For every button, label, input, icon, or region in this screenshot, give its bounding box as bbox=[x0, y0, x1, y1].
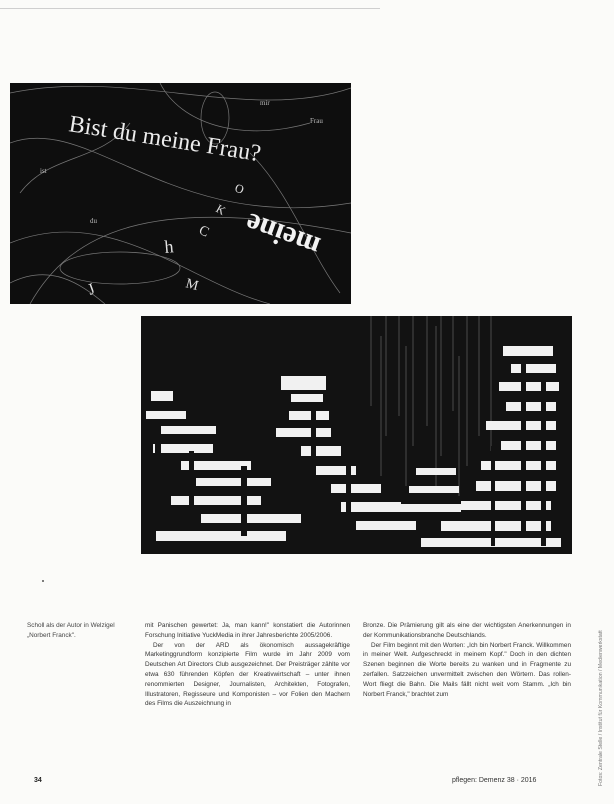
article-paragraph: Bronze. Die Prämierung gilt als eine der wichtigsten Anerkennungen in der Kommunikationsbranche Deutschlands. bbox=[363, 622, 571, 639]
photo-credit-vertical bbox=[598, 574, 610, 794]
svg-text:Frau: Frau bbox=[310, 117, 323, 125]
letter-j: J bbox=[85, 280, 98, 299]
letter-h: h bbox=[163, 236, 175, 257]
svg-text:du: du bbox=[90, 217, 97, 225]
page-number: 34 bbox=[34, 777, 42, 784]
film-still-graphic bbox=[10, 83, 351, 304]
article-paragraph: Der von der ARD als ökonomisch aussagekräftige Marketinggrundform konzipierte Film wurde im Jahr 2009 vom Deutschen Art Directors Club ausgezeichnet. Der Preisträger zählte vor etwa 630 führenden Köpfen der Kreativwirtschaft – unter ihnen renommierten Designer, Journalisten, Architekten, Fotografen, Illustratoren, Regisseure und Komponisten – vor Folien den Machern des Films die Auszeichnung in bbox=[145, 641, 350, 708]
apartment-blocks-image bbox=[141, 316, 572, 554]
mirrored-word: meine bbox=[241, 206, 325, 264]
article-paragraph: Der Film beginnt mit den Worten: „Ich bin Norbert Franck. Willkommen in meiner Welt. Aufgeschreckt in meinem Kopf." Doch in den dichten Szenen beginnen die Worte bereits zu wanken und in Fragmente zu zerfallen. Satzzeichen unvermittelt zwischen den Wörtern. Das rollen-Wort fliegt die Bahn. Die Mails fällt nicht weit vom Stamm. „Ich bin Norbert Franck," brachtet zum bbox=[363, 641, 571, 698]
top-rule bbox=[0, 8, 380, 9]
letter-c: C bbox=[196, 223, 212, 241]
letter-m: M bbox=[183, 276, 200, 295]
letter-k: K bbox=[213, 201, 229, 218]
photo-credit-text: Fotos: Zentrale Stelle / Institut für Kommunikation / Medienwerkstatt bbox=[598, 630, 604, 786]
article-column-2 bbox=[145, 621, 350, 709]
photo-caption: Scholl als der Autor in Welzigel „Norbert Franck". bbox=[27, 622, 115, 639]
svg-text:ist: ist bbox=[40, 167, 47, 175]
journal-footer: pflegen: Demenz 38 · 2016 bbox=[452, 777, 537, 784]
article-paragraph: mit Panischen gewertet: Ja, man kann!" konstatiert die Autorinnen Forschung Initiative YuckMedia in ihrer Jahresberichte 2005/2006. bbox=[145, 622, 350, 639]
article-column-3 bbox=[363, 621, 571, 699]
svg-text:mir: mir bbox=[260, 99, 270, 107]
letter-o: O bbox=[232, 180, 246, 197]
film-still-title-image bbox=[10, 83, 351, 304]
bullet-mark bbox=[42, 580, 44, 582]
apartment-graphic bbox=[141, 316, 572, 554]
film-title-text: Bist du meine Frau? bbox=[67, 111, 263, 168]
